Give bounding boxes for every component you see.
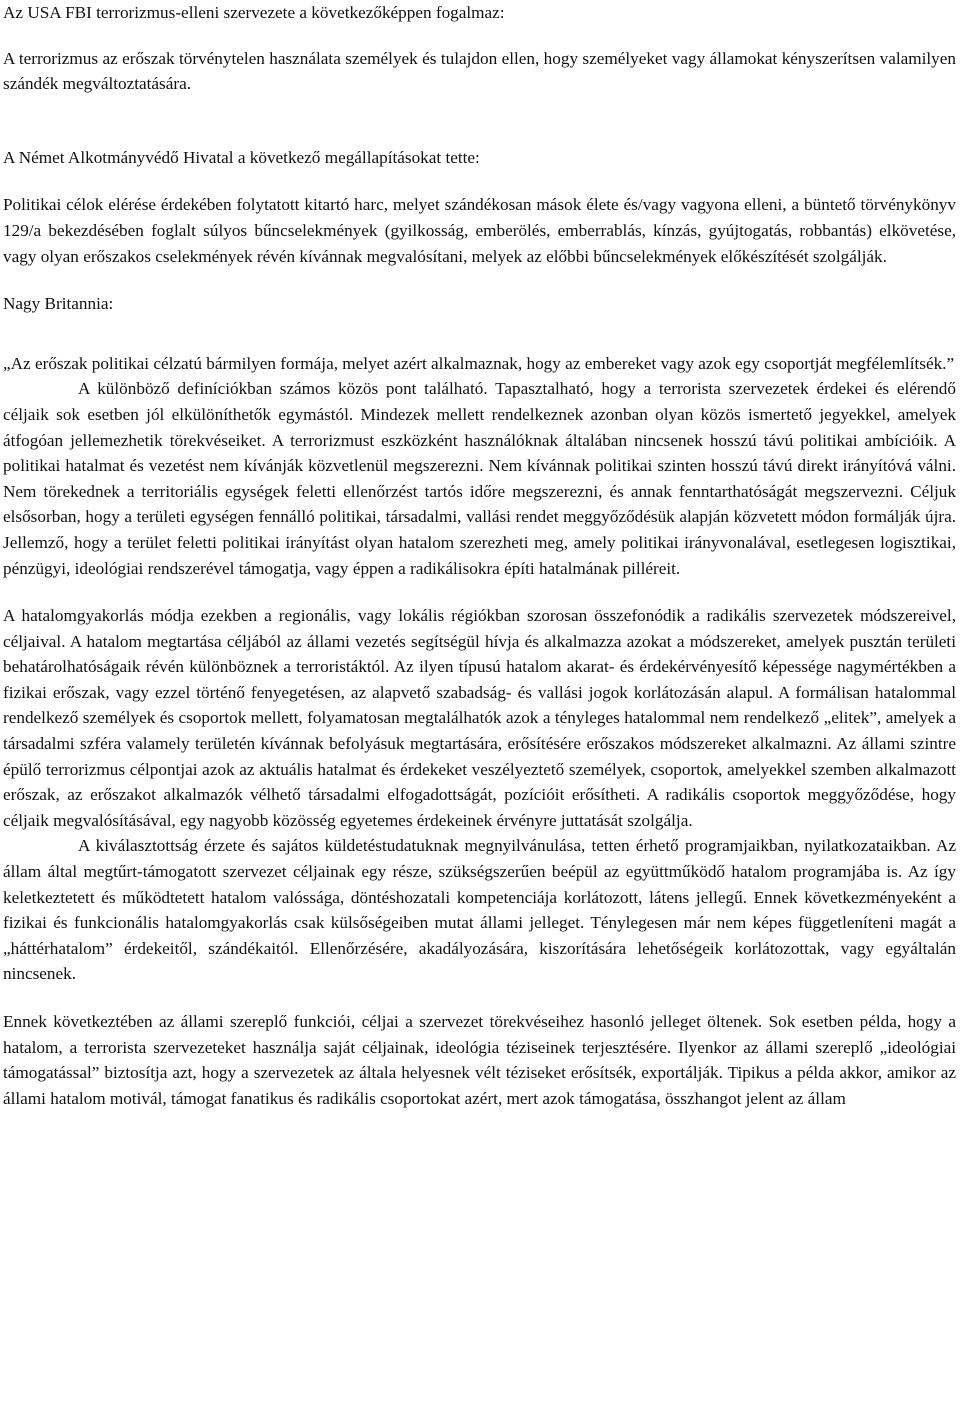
paragraph-consequence: Ennek következtében az állami szereplő funkciói, céljai a szervezet törekvéseihez hasonló jelleget öltenek. Sok esetben példa, hogy a hatalom, a terrorista szervezeteket használja saját céljainak, ideológia téziseinek terjesztésére. Ilyenkor az állami szereplő „ideológiai támogatással” biztosítja azt, hogy a szervezetek az általa helyesnek vélt téziseket erősítsék, exportálják. Tipikus a példa akkor, amikor az állami hatalom motivál, támogat fanatikus és radikális csoportokat azért, mert azok támogatása, összhangot jelent az állam: [3, 1012, 956, 1108]
fbi-intro: Az USA FBI terrorizmus-elleni szervezete a következőképpen fogalmaz:: [3, 3, 505, 22]
uk-intro: Nagy Britannia:: [3, 294, 114, 314]
german-definition: Politikai célok elérése érdekében folytatott kitartó harc, melyet szándékosan mások élete és/vagy vagyona elleni, a büntető törvénykönyv 129/a bekezdésében foglalt súlyos bűncselekmények (gyilkosság, emberölés, emberrablás, kínzás, gyújtogatás, robbantás) elkövetése, vagy olyan erőszakos cselekmények révén kívánnak megvalósítani, melyek az előbbi bűncselekmények előkészítését szolgálják.: [3, 195, 956, 266]
paragraph-common-points: A különböző definíciókban számos közös pont található. Tapasztalható, hogy a terrorista szervezetek érdekei és elérendő céljaik sok esetben jól elkülöníthetők egymástól. Mindezek mellett rendelkeznek azonban olyan közös ismertető jegyekkel, amelyek átfogóan jellemezhetik törekvéseiket. A terrorizmust eszközként használóknak általában nincsenek hosszú távú politikai ambícióik. A politikai hatalmat és vezetést nem kívánják közvetlenül megszerezni. Nem kívánnak politikai szinten hosszú távú direkt irányítóvá válni. Nem törekednek a territoriális egységek feletti ellenőrzést tartós időre megszerezni, és annak fenntarthatóságát megszervezni. Céljuk elsősorban, hogy a területi egységen fennálló politikai, társadalmi, vallási rendet meggyőződésük alapján közvetett módon formálják újra. Jellemző, hogy a terület feletti politikai irányítást olyan hatalom szerezheti meg, amely politikai irányvonalával, esetlegesen logisztikai, pénzügyi, ideológiai rendszerével támogatja, vagy éppen a radikálisokra építi hatalmának pilléreit.: [3, 379, 956, 578]
paragraph-chosen: A kiválasztottság érzete és sajátos küldetéstudatuknak megnyilvánulása, tetten érhető programjaikban, nyilatkozataikban. Az állam által megtűrt-támogatott szervezet céljainak egy része, szükségszerűen beépül az együttműködő hatalom programjába is. Az így keletkeztetett és működtetett hatalom valóssága, döntéshozatali kompetenciája korlátozott, látens jellegű. Ennek következményeként a fizikai és funkcionális hatalomgyakorlás csak külsőségeiben mutat állami jelleget. Ténylegesen már nem képes függetleníteni magát a „háttérhatalom” érdekeitől, szándékaitól. Ellenőrzésére, akadályozására, kiszorítására lehetőségeik korlátozottak, vagy egyáltalán nincsenek.: [3, 836, 956, 984]
uk-definition: „Az erőszak politikai célzatú bármilyen formája, melyet azért alkalmaznak, hogy az embereket vagy azok egy csoportját megfélemlítsék.”: [3, 353, 955, 373]
paragraph-power: A hatalomgyakorlás módja ezekben a regionális, vagy lokális régiókban szorosan összefonódik a radikális szervezetek módszereivel, céljaival. A hatalom megtartása céljából az állami vezetés segítségül hívja és alkalmazza azokat a módszereket, amelyek pusztán területi behatárolhatóságaik révén különböznek a terroristáktól. Az ilyen típusú hatalom akarat- és érdekérvényesítő képessége nagymértékben a fizikai erőszak, vagy ezzel történő fenyegetésen, az alapvető szabadság- és vallási jogok korlátozásán alapul. A formálisan hatalommal rendelkező személyek és csoportok mellett, folyamatosan megtalálhatók azok a tényleges hatalommal nem rendelkező „elitek”, amelyek a társadalmi szféra valamely területén kívánnak befolyásuk megtartására, erősítésére erőszakos módszereket alkalmazni. Az állami szintre épülő terrorizmus célpontjai azok az aktuális hatalmat és érdekeket veszélyeztető személyek, csoportok, amelyekkel szemben alkalmazott erőszak, az erőszakot alkalmazók vélhető társadalmi elfogadottságát, pozícióit erősítheti. A radikális csoportok meggyőződése, hogy céljaik megvalósításával, egy nagyobb közösség egyetemes érdekeinek érvényre juttatását szolgálja.: [3, 606, 956, 830]
german-intro: A Német Alkotmányvédő Hivatal a következő megállapításokat tette:: [3, 147, 480, 167]
fbi-definition: A terrorizmus az erőszak törvénytelen használata személyek és tulajdon ellen, hogy személyeket vagy államokat kényszerítsen valamilyen szándék megváltoztatására.: [3, 48, 956, 94]
